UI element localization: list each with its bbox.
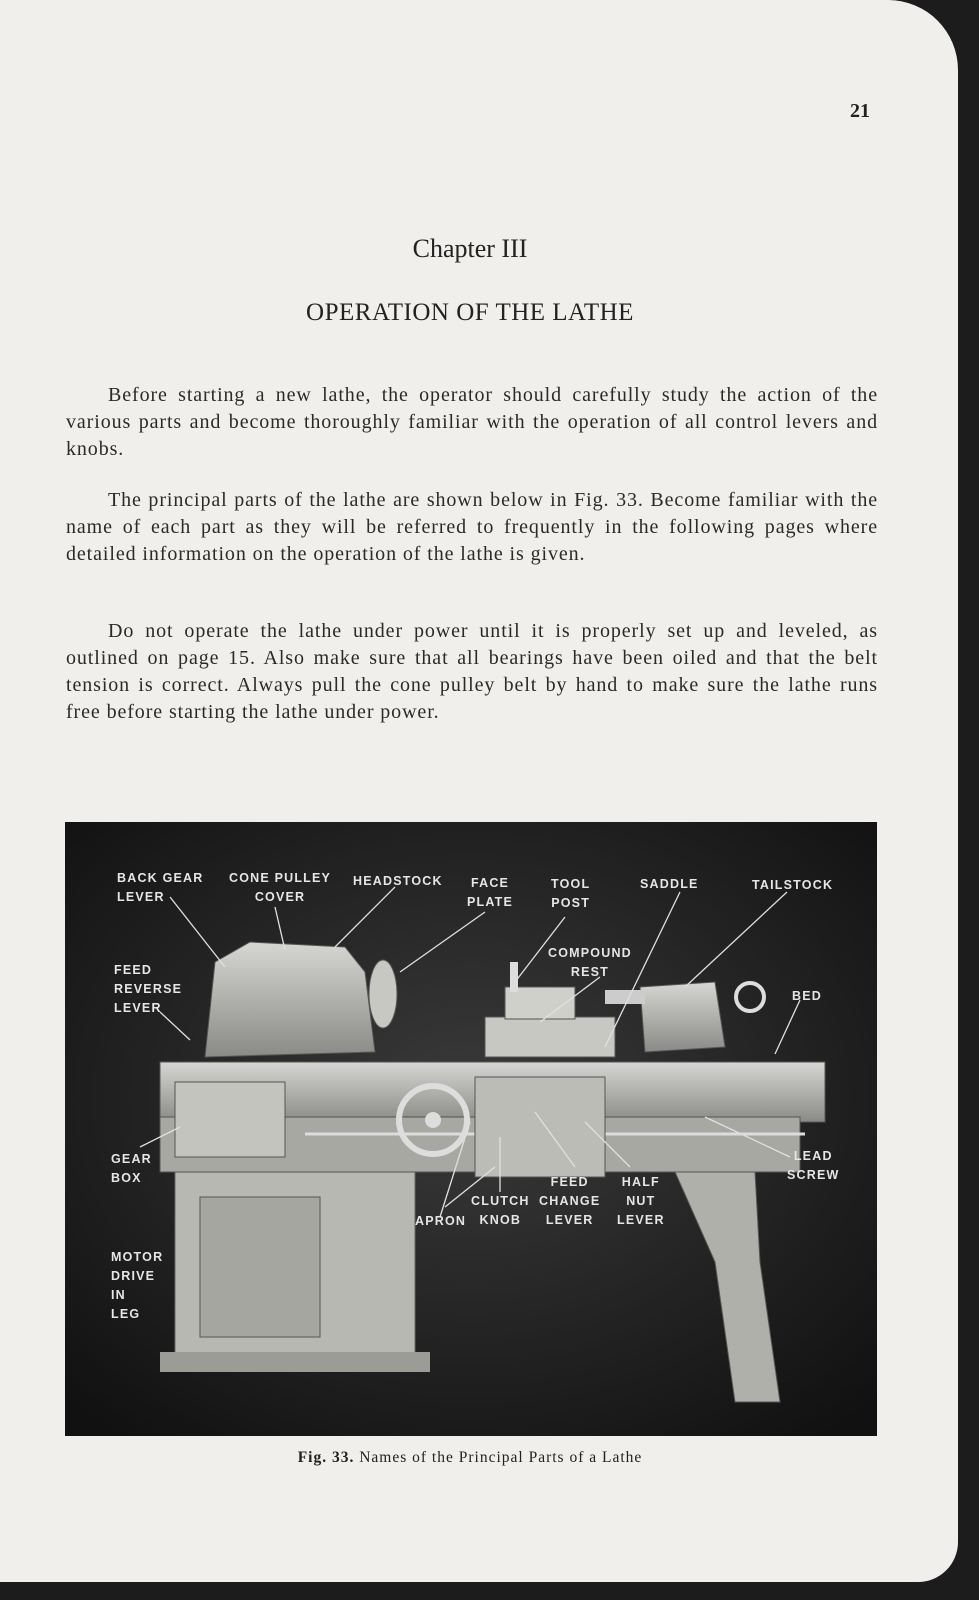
page-number: 21 [850,100,870,122]
figure-caption-text: Names of the Principal Parts of a Lathe [359,1449,643,1466]
figure-caption [0,1449,940,1467]
tailstock-shape [640,982,725,1052]
lathe-illustration [65,822,877,1436]
label-bed: BED [792,989,822,1003]
label-cone-pulley-cover: CONE PULLEY COVER [229,871,332,904]
label-saddle: SADDLE [640,877,699,891]
lathe-photograph [65,822,877,1436]
gear-box-shape [175,1082,285,1157]
label-tailstock: TAILSTOCK [752,878,834,892]
label-half-nut-lever: HALF NUT LEVER [617,1175,665,1227]
chapter-heading: Chapter III [412,234,528,263]
label-lead-screw: LEAD SCREW [787,1149,840,1182]
label-apron: APRON [415,1214,467,1228]
label-gear-box: GEAR BOX [111,1152,152,1185]
chapter-title: OPERATION OF THE LATHE [306,299,634,326]
label-feed-reverse-lever: FEED REVERSE LEVER [114,963,183,1015]
apron-shape [475,1077,605,1177]
paragraph-principal-parts: The principal parts of the lathe are shown below in Fig. 33. Become familiar with the name of each part as they will be referred to frequently in the following pages where detailed information on the operation of the lathe is given. [66,489,878,565]
label-headstock: HEADSTOCK [353,874,443,888]
label-clutch-knob: CLUTCH KNOB [471,1194,530,1227]
figure-number: Fig. 33. [297,1449,355,1466]
motor-door [200,1197,320,1337]
label-face-plate: FACE PLATE [467,876,514,909]
label-back-gear-lever: BACK GEAR LEVER [117,871,204,904]
label-motor-drive-in-leg: MOTOR DRIVE IN LEG [111,1250,164,1321]
label-tool-post: TOOL POST [551,877,591,910]
paragraph-intro: Before starting a new lathe, the operator should carefully study the action of the various parts and become thoroughly familiar with the operation of all control levers and knobs. [66,384,878,460]
label-compound-rest: COMPOUND REST [548,946,632,979]
label-feed-change-lever: FEED CHANGE LEVER [539,1175,601,1227]
paragraph-power-warning: Do not operate the lathe under power until it is properly set up and leveled, as outlined on page 15. Also make sure that all bearings have been oiled and that the belt tension is correct. Always pull the cone pulley belt by hand to make sure the lathe runs free before starting the lathe under power. [66,620,878,723]
headstock-shape [205,942,375,1057]
